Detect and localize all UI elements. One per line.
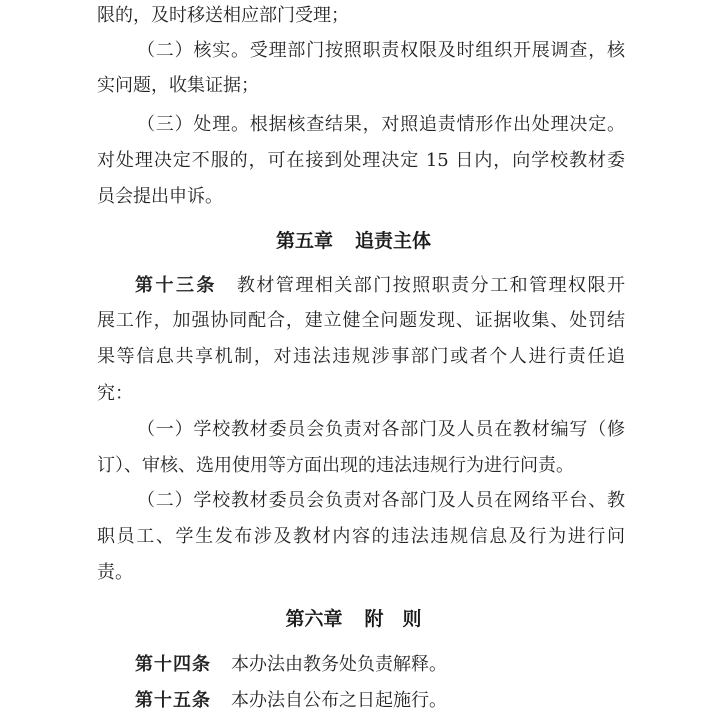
paragraph-line: 限的，及时移送相应部门受理； — [97, 5, 349, 26]
paragraph-line: 实问题，收集证据； — [97, 75, 259, 96]
paragraph-line: 展工作，加强协同配合，建立健全问题发现、证据收集、处罚结 — [97, 310, 625, 331]
article-label: 第十五条 — [135, 690, 211, 711]
paragraph-line: （一）学校教材委员会负责对各部门及人员在教材编写（修 — [137, 419, 625, 440]
paragraph-line: （二）核实。受理部门按照职责权限及时组织开展调查，核 — [137, 40, 625, 61]
chapter-number: 第五章 — [275, 230, 333, 252]
chapter-heading — [0, 227, 707, 255]
paragraph-line: 订）、审核、选用使用等方面出现的违法违规行为进行问责。 — [97, 455, 574, 476]
article-line — [135, 651, 625, 679]
paragraph-line: 对处理决定不服的，可在接到处理决定 15 日内，向学校教材委 — [97, 150, 625, 171]
chapter-title: 附 则 — [364, 608, 422, 630]
article-text: 教材管理相关部门按照职责分工和管理权限开 — [236, 275, 626, 296]
chapter-heading — [0, 605, 707, 633]
article-line — [135, 272, 625, 300]
chapter-number: 第六章 — [285, 608, 343, 630]
paragraph-line: 责。 — [97, 562, 133, 583]
paragraph-line: 果等信息共享机制，对违法违规涉事部门或者个人进行责任追 — [97, 346, 625, 367]
article-text: 本办法由教务处负责解释。 — [231, 654, 447, 675]
chapter-title: 追责主体 — [355, 230, 432, 252]
article-line — [135, 687, 625, 715]
article-label: 第十四条 — [135, 654, 211, 675]
paragraph-line: 员会提出申诉。 — [97, 186, 223, 207]
paragraph-line: （二）学校教材委员会负责对各部门及人员在网络平台、教 — [137, 490, 625, 511]
paragraph-line: （三）处理。根据核查结果，对照追责情形作出处理决定。 — [137, 114, 625, 135]
paragraph-line: 究： — [97, 383, 133, 404]
article-text: 本办法自公布之日起施行。 — [231, 690, 447, 711]
paragraph-line: 职员工、学生发布涉及教材内容的违法违规信息及行为进行问 — [97, 526, 625, 547]
article-label: 第十三条 — [135, 275, 217, 296]
